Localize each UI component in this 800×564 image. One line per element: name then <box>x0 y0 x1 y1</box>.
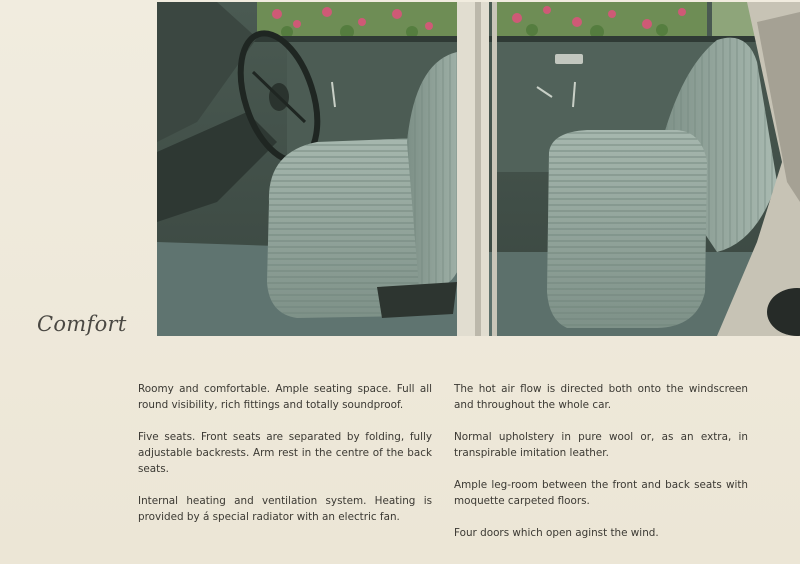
paragraph: Ample leg-room between the front and back seats with moquette carpeted floors. <box>454 479 748 507</box>
door-pillar <box>457 2 489 336</box>
car-interior-illustration <box>157 2 800 336</box>
paragraph: Four doors which open aginst the wind. <box>454 527 659 539</box>
right-text-column <box>454 381 748 557</box>
paragraph: Normal upholstery in pure wool or, as an extra, in transpirable imitation leather. <box>454 431 748 459</box>
left-text-column <box>138 381 432 541</box>
paragraph: The hot air flow is directed both onto the windscreen and throughout the whole car. <box>454 383 748 411</box>
paragraph: Internal heating and ventilation system. Heating is provided by á special radiator with an electric fan. <box>138 495 432 523</box>
car-interior-photo <box>157 2 800 336</box>
paragraph: Roomy and comfortable. Ample seating space. Full all round visibility, rich fittings and totally soundproof. <box>138 383 432 411</box>
page-heading: Comfort <box>37 312 127 336</box>
paragraph: Five seats. Front seats are separated by folding, fully adjustable backrests. Arm rest in the centre of the back seats. <box>138 431 432 475</box>
